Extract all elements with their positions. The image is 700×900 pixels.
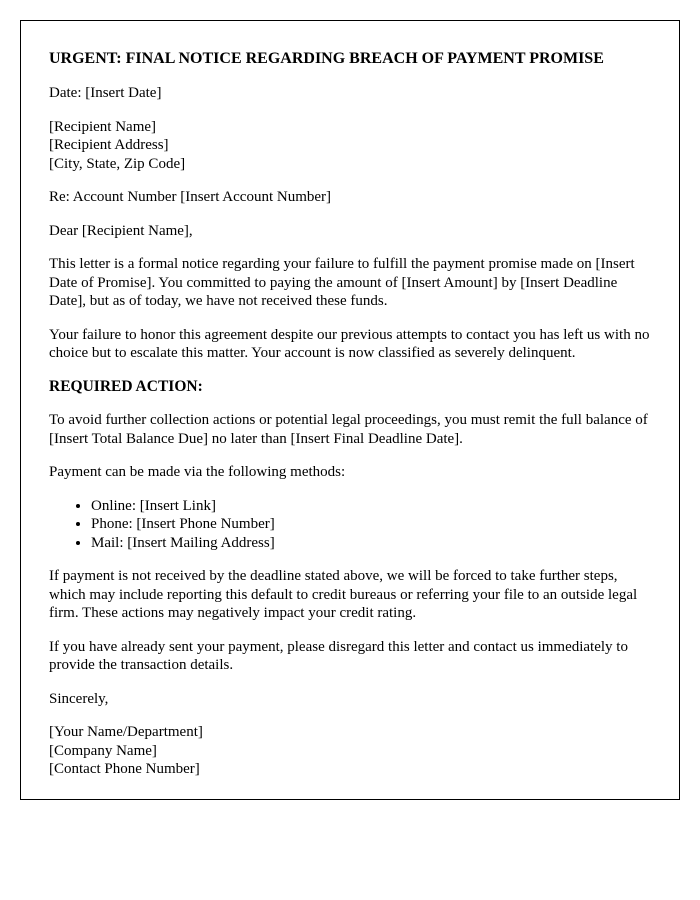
signature-company-line: [Company Name] bbox=[49, 742, 157, 759]
letter-title: URGENT: FINAL NOTICE REGARDING BREACH OF PAYMENT PROMISE bbox=[49, 50, 604, 67]
recipient-city-line: [City, State, Zip Code] bbox=[49, 155, 186, 172]
payment-methods-intro: Payment can be made via the following methods: bbox=[49, 464, 346, 480]
salutation: Dear [Recipient Name], bbox=[49, 222, 193, 239]
date-line: Date: [Insert Date] bbox=[49, 85, 162, 101]
paragraph-escalation: Your failure to honor this agreement despite our previous attempts to contact you has left us with no choice but to escalate this matter. Your account is now classified as severely delinquent. bbox=[49, 326, 650, 361]
closing: Sincerely, bbox=[49, 690, 109, 707]
payment-method-online: • Online: [Insert Link] bbox=[91, 497, 651, 516]
re-account-line: Re: Account Number [Insert Account Number] bbox=[49, 189, 332, 205]
paragraph-remit-balance: To avoid further collection actions or potential legal proceedings, you must remit the full balance of [Insert Total Balance Due] no later than [Insert Final Deadline Date]. bbox=[49, 412, 648, 447]
payment-method-mail: • Mail: [Insert Mailing Address] bbox=[91, 534, 651, 553]
payment-methods-list bbox=[49, 497, 651, 553]
signature-phone-line: [Contact Phone Number] bbox=[49, 761, 200, 777]
paragraph-disregard-if-paid: If you have already sent your payment, please disregard this letter and contact us immediately to provide the transaction details. bbox=[49, 638, 628, 673]
required-action-heading: REQUIRED ACTION: bbox=[49, 377, 203, 395]
signature-block bbox=[49, 723, 651, 779]
recipient-address-line: [Recipient Address] bbox=[49, 137, 169, 153]
paragraph-breach-notice: This letter is a formal notice regarding your failure to fulfill the payment promise made on [Insert Date of Promise]. You committed to paying the amount of [Insert Amount] by [Insert Deadline Date], but as of today, we have not received these funds. bbox=[49, 256, 635, 309]
payment-method-phone: • Phone: [Insert Phone Number] bbox=[91, 515, 651, 534]
recipient-name-line: [Recipient Name] bbox=[49, 118, 157, 135]
recipient-address-block bbox=[49, 118, 651, 174]
letter-document bbox=[20, 20, 680, 800]
signature-name-line: [Your Name/Department] bbox=[49, 724, 203, 740]
paragraph-consequences: If payment is not received by the deadline stated above, we will be forced to take further steps, which may include reporting this default to credit bureaus or referring your file to an outside legal firm. These actions may negatively impact your credit rating. bbox=[49, 568, 638, 621]
